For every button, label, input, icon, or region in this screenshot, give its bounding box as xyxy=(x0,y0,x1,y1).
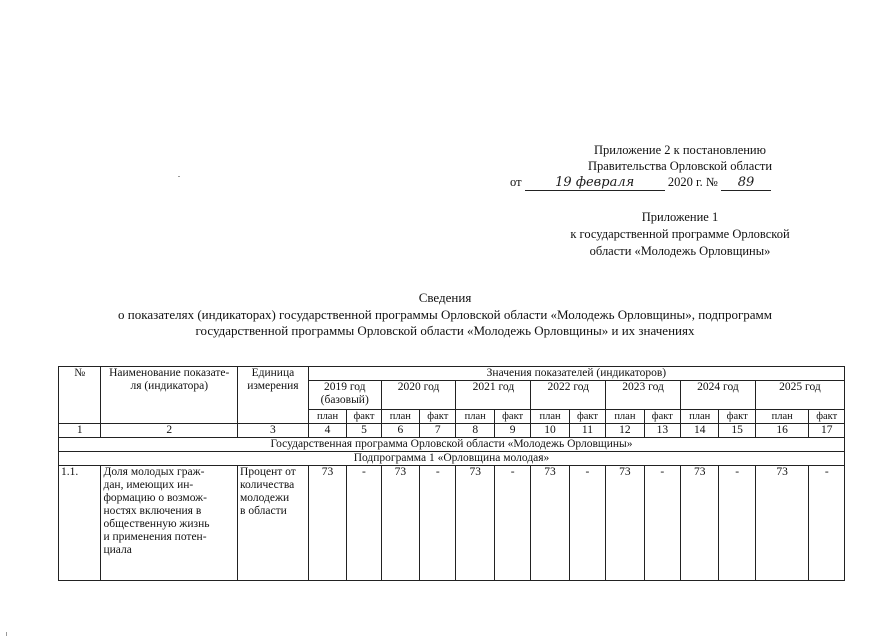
subprogram-title: Подпрограмма 1 «Орловщина молодая» xyxy=(59,452,845,466)
plan-label: план xyxy=(681,410,719,424)
header-name xyxy=(101,367,238,424)
plan-label: план xyxy=(381,410,419,424)
value-fact: - xyxy=(569,466,605,581)
value-plan: 73 xyxy=(755,466,809,581)
fact-label: факт xyxy=(719,410,755,424)
col-number: 4 xyxy=(308,424,346,438)
header-unit-line2: измерения xyxy=(247,380,299,392)
col-number: 8 xyxy=(456,424,494,438)
value-fact: - xyxy=(719,466,755,581)
appendix-sub-line3: области «Молодежь Орловщины» xyxy=(589,244,771,258)
heading-line1: о показателях (индикаторах) государственной программы Орловской области «Молодежь Орловщины», подпрограмм xyxy=(118,306,772,322)
col-number: 13 xyxy=(644,424,680,438)
plan-label: план xyxy=(456,410,494,424)
value-fact: - xyxy=(420,466,456,581)
table-header-row xyxy=(59,367,845,381)
col-number: 6 xyxy=(381,424,419,438)
scan-speck xyxy=(6,632,7,636)
appendix-header-line2: Правительства Орловской области xyxy=(587,159,773,173)
fact-label: факт xyxy=(494,410,530,424)
col-number: 15 xyxy=(719,424,755,438)
col-number: 12 xyxy=(606,424,644,438)
indicator-unit-line: Процент от xyxy=(240,466,296,478)
year-2023: 2023 год xyxy=(606,381,681,410)
indicator-name-line: и применения потен- xyxy=(103,531,207,543)
header-name-line2: ля (индикатора) xyxy=(130,380,209,392)
value-plan: 73 xyxy=(381,466,419,581)
fact-label: факт xyxy=(347,410,381,424)
appendix-subheader xyxy=(520,209,840,260)
heading-line2: государственной программы Орловской области «Молодежь Орловщины» и их значениях xyxy=(195,323,695,338)
indicator-unit xyxy=(238,466,309,581)
indicator-unit-line: молодежи xyxy=(240,492,290,504)
col-number: 5 xyxy=(347,424,381,438)
handwritten-number: 89 xyxy=(721,176,771,191)
value-plan: 73 xyxy=(531,466,569,581)
fact-label: факт xyxy=(644,410,680,424)
decree-year: 2020 г. № xyxy=(667,175,718,189)
col-number: 17 xyxy=(809,424,845,438)
plan-label: план xyxy=(755,410,809,424)
year-2024: 2024 год xyxy=(681,381,756,410)
fact-label: факт xyxy=(569,410,605,424)
fact-label: факт xyxy=(420,410,456,424)
col-number: 1 xyxy=(59,424,101,438)
header-unit-line1: Единица xyxy=(251,367,295,379)
indicator-name-line: дан, имеющих ин- xyxy=(103,479,194,491)
indicator-name xyxy=(101,466,238,581)
program-section-row xyxy=(59,438,845,452)
header-unit xyxy=(238,367,309,424)
col-number: 11 xyxy=(569,424,605,438)
plan-label: план xyxy=(531,410,569,424)
indicator-name-line: общественную жизнь xyxy=(103,518,210,530)
col-number: 3 xyxy=(238,424,309,438)
fact-label: факт xyxy=(809,410,845,424)
table-row xyxy=(59,466,845,581)
year-2019-note: (базовый) xyxy=(320,394,369,406)
year-2020: 2020 год xyxy=(381,381,456,410)
value-fact: - xyxy=(494,466,530,581)
value-fact: - xyxy=(347,466,381,581)
col-number: 7 xyxy=(420,424,456,438)
appendix-sub-line1: Приложение 1 xyxy=(641,210,719,224)
appendix-sub-line2: к государственной программе Орловской xyxy=(570,227,790,241)
col-number: 2 xyxy=(101,424,238,438)
indicator-unit-line: количества xyxy=(240,479,295,491)
header-no: № xyxy=(59,367,101,424)
date-prefix: от xyxy=(510,175,522,189)
indicator-name-line: ностях включения в xyxy=(103,505,202,517)
document-heading xyxy=(20,290,870,340)
indicator-name-line: Доля молодых граж- xyxy=(103,466,205,478)
value-plan: 73 xyxy=(606,466,644,581)
handwritten-date: 19 февраля xyxy=(525,176,665,191)
program-title: Государственная программа Орловской области «Молодежь Орловщины» xyxy=(59,438,845,452)
appendix-header xyxy=(510,142,840,190)
col-number: 14 xyxy=(681,424,719,438)
col-number: 16 xyxy=(755,424,809,438)
appendix-header-line1: Приложение 2 к постановлению xyxy=(594,143,766,157)
column-numbers-row xyxy=(59,424,845,438)
decree-date-line xyxy=(510,174,830,191)
year-2019 xyxy=(308,381,381,410)
scan-speck xyxy=(178,176,180,177)
value-fact: - xyxy=(809,466,845,581)
year-2019-label: 2019 год xyxy=(323,381,366,393)
value-plan: 73 xyxy=(456,466,494,581)
subprogram-section-row xyxy=(59,452,845,466)
indicator-unit-line: в области xyxy=(240,505,287,517)
header-name-line1: Наименование показате- xyxy=(109,367,230,379)
value-fact: - xyxy=(644,466,680,581)
value-plan: 73 xyxy=(308,466,346,581)
col-number: 10 xyxy=(531,424,569,438)
col-number: 9 xyxy=(494,424,530,438)
heading-title: Сведения xyxy=(418,290,472,305)
indicator-name-line: формацию о возмож- xyxy=(103,492,207,504)
header-values: Значения показателей (индикаторов) xyxy=(308,367,844,381)
year-2025: 2025 год xyxy=(755,381,844,410)
plan-label: план xyxy=(606,410,644,424)
year-2022: 2022 год xyxy=(531,381,606,410)
indicator-name-line: циала xyxy=(103,544,132,556)
indicators-table xyxy=(58,366,845,581)
row-number: 1.1. xyxy=(59,466,101,581)
value-plan: 73 xyxy=(681,466,719,581)
year-2021: 2021 год xyxy=(456,381,531,410)
plan-label: план xyxy=(308,410,346,424)
